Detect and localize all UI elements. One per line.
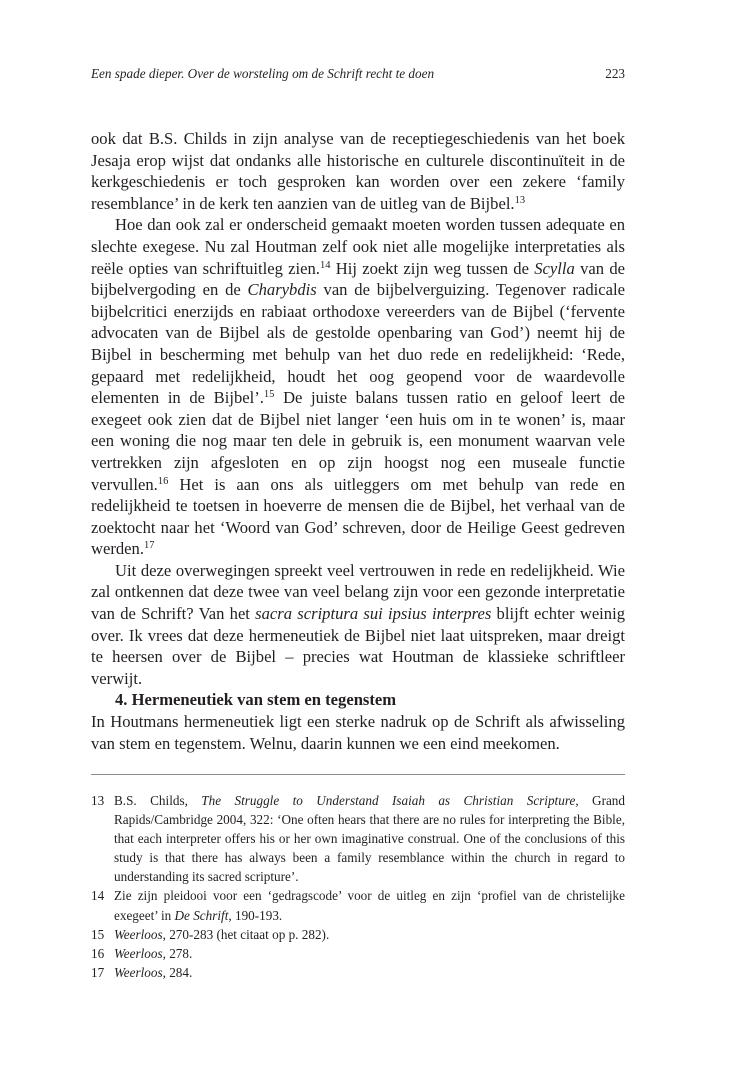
section-heading: 4. Hermeneutiek van stem en tegenstem [115, 690, 397, 710]
footnote-ref-17[interactable]: 17 [143, 540, 155, 552]
text-run: , 190-193. [228, 907, 283, 923]
italic-title: The Struggle to Understand Isaiah as Christian Scripture [201, 793, 576, 808]
italic-title: Weerloos [114, 964, 163, 980]
text-run: Hoe dan ook zal er onderscheid gemaakt moeten worden tussen adequate en slechte exegese. Nu zal Houtman zelf ook niet alle mogelijke interpretaties als reële opties van schriftuitleg zien. [91, 215, 625, 278]
footnote-ref-13[interactable]: 13 [514, 194, 526, 206]
footnotes [91, 791, 625, 982]
footnote-number: 14 [91, 888, 105, 904]
text-run: , Grand Rapids/Cambridge 2004, 322: ‘One often hears that there are no rules for interpreting the Bible, that each interpreter offers his or her own imaginative construal. One of the conclusions of this study is that there has always been a family resemblance within the church in regard to understanding its sacred scripture’. [114, 793, 625, 885]
footnote-16 [91, 944, 625, 963]
paragraph-4: In Houtmans hermeneutiek ligt een sterke nadruk op de Schrift als afwisseling van stem en tegenstem. Welnu, daarin kunnen we een eind meekomen. [91, 712, 625, 753]
text-run: B.S. Childs, [114, 793, 202, 808]
footnote-15 [91, 925, 625, 944]
footnote-divider [91, 774, 625, 775]
running-head-title: Een spade dieper. Over de worsteling om de Schrift recht te doen [91, 66, 435, 81]
text-run: , 278. [162, 945, 193, 961]
italic-term-charybdis: Charybdis [247, 280, 317, 300]
footnote-14 [91, 886, 625, 924]
footnote-ref-15[interactable]: 15 [263, 389, 275, 401]
footnote-17 [91, 963, 625, 982]
footnote-number: 13 [91, 793, 105, 808]
text-run: De juiste balans tussen ratio en geloof leert de exegeet ook zien dat de Bijbel niet langer ‘een huis om in te wonen’ is, maar een woning die nog maar ten dele in gebruik is, een monument waarvan vele vertrekken zijn afgesloten en op zijn hoogst nog een museale functie vervullen. [91, 388, 625, 494]
text-run: , 284. [162, 964, 193, 980]
running-head [91, 64, 625, 84]
italic-title: Weerloos [114, 926, 163, 942]
paragraph-1 [91, 128, 625, 214]
footnote-13 [91, 791, 625, 886]
footnote-ref-16[interactable]: 16 [157, 475, 169, 487]
italic-term-scylla: Scylla [534, 258, 575, 278]
text-run: van de bijbelvergoding en de [91, 258, 625, 300]
text-run: , 270-283 (het citaat op p. 282). [162, 926, 330, 942]
text-run: van de bijbelverguizing. Tegenover radicale bijbelcritici enerzijds en rabiaat orthodoxe vereerders van de Bijbel (‘fervente advocaten van de Bijbel als de gestolde openbaring van God’) neemt hij de Bijbel in bescherming met behulp van het duo rede en redelijkheid: ‘Rede, gepaard met redelijkheid, houdt het oog geopend voor de waardevolle elementen in de Bijbel’. [91, 280, 625, 408]
text-run: Hij zoekt zijn weg tussen de [330, 258, 535, 278]
italic-term-latin: sacra scriptura sui ipsius interpres [255, 604, 492, 624]
footnote-number: 16 [91, 945, 105, 961]
italic-title: Weerloos [114, 945, 163, 961]
italic-title: De Schrift [174, 907, 229, 923]
paragraph-3 [91, 560, 625, 690]
footnote-ref-14[interactable]: 14 [319, 259, 331, 271]
page-number: 223 [605, 66, 625, 81]
text-run: Het is aan ons als uitleggers om met behulp van rede en redelijkheid te toetsen in hoeverre de mensen die de Bijbel, het verhaal van de zoektocht naar het ‘Woord van God’ schreven, door de Heilige Geest gedreven werden. [91, 474, 625, 559]
footnote-number: 15 [91, 926, 105, 942]
text-run: Uit deze overwegingen spreekt veel vertrouwen in rede en redelijkheid. Wie zal ontkennen dat deze twee van veel belang zijn voor een gezonde interpretatie van de Schrift? Van het [91, 560, 625, 624]
text-run: ook dat B.S. Childs in zijn analyse van de receptiegeschiedenis van het boek Jesaja erop wijst dat ondanks alle historische en culturele discontinuïteit in de kerkgeschiedenis er toch gesproken kan worden over een zekere ‘family resemblance’ in de kerk ten aanzien van de uitleg van de Bijbel. [91, 129, 625, 213]
body-text [91, 128, 625, 754]
text-run: Zie zijn pleidooi voor een ‘gedragscode’ voor de uitleg en zijn ‘profiel van de christelijke exegeet’ in [114, 888, 625, 923]
footnote-number: 17 [91, 964, 105, 980]
paragraph-2 [91, 214, 625, 560]
text-run: blijft echter weinig over. Ik vrees dat deze hermeneutiek de Bijbel niet laat uitspreken, maar dreigt te heersen over de Bijbel – precies wat Houtman de klassieke schriftleer verwijt. [91, 604, 625, 688]
